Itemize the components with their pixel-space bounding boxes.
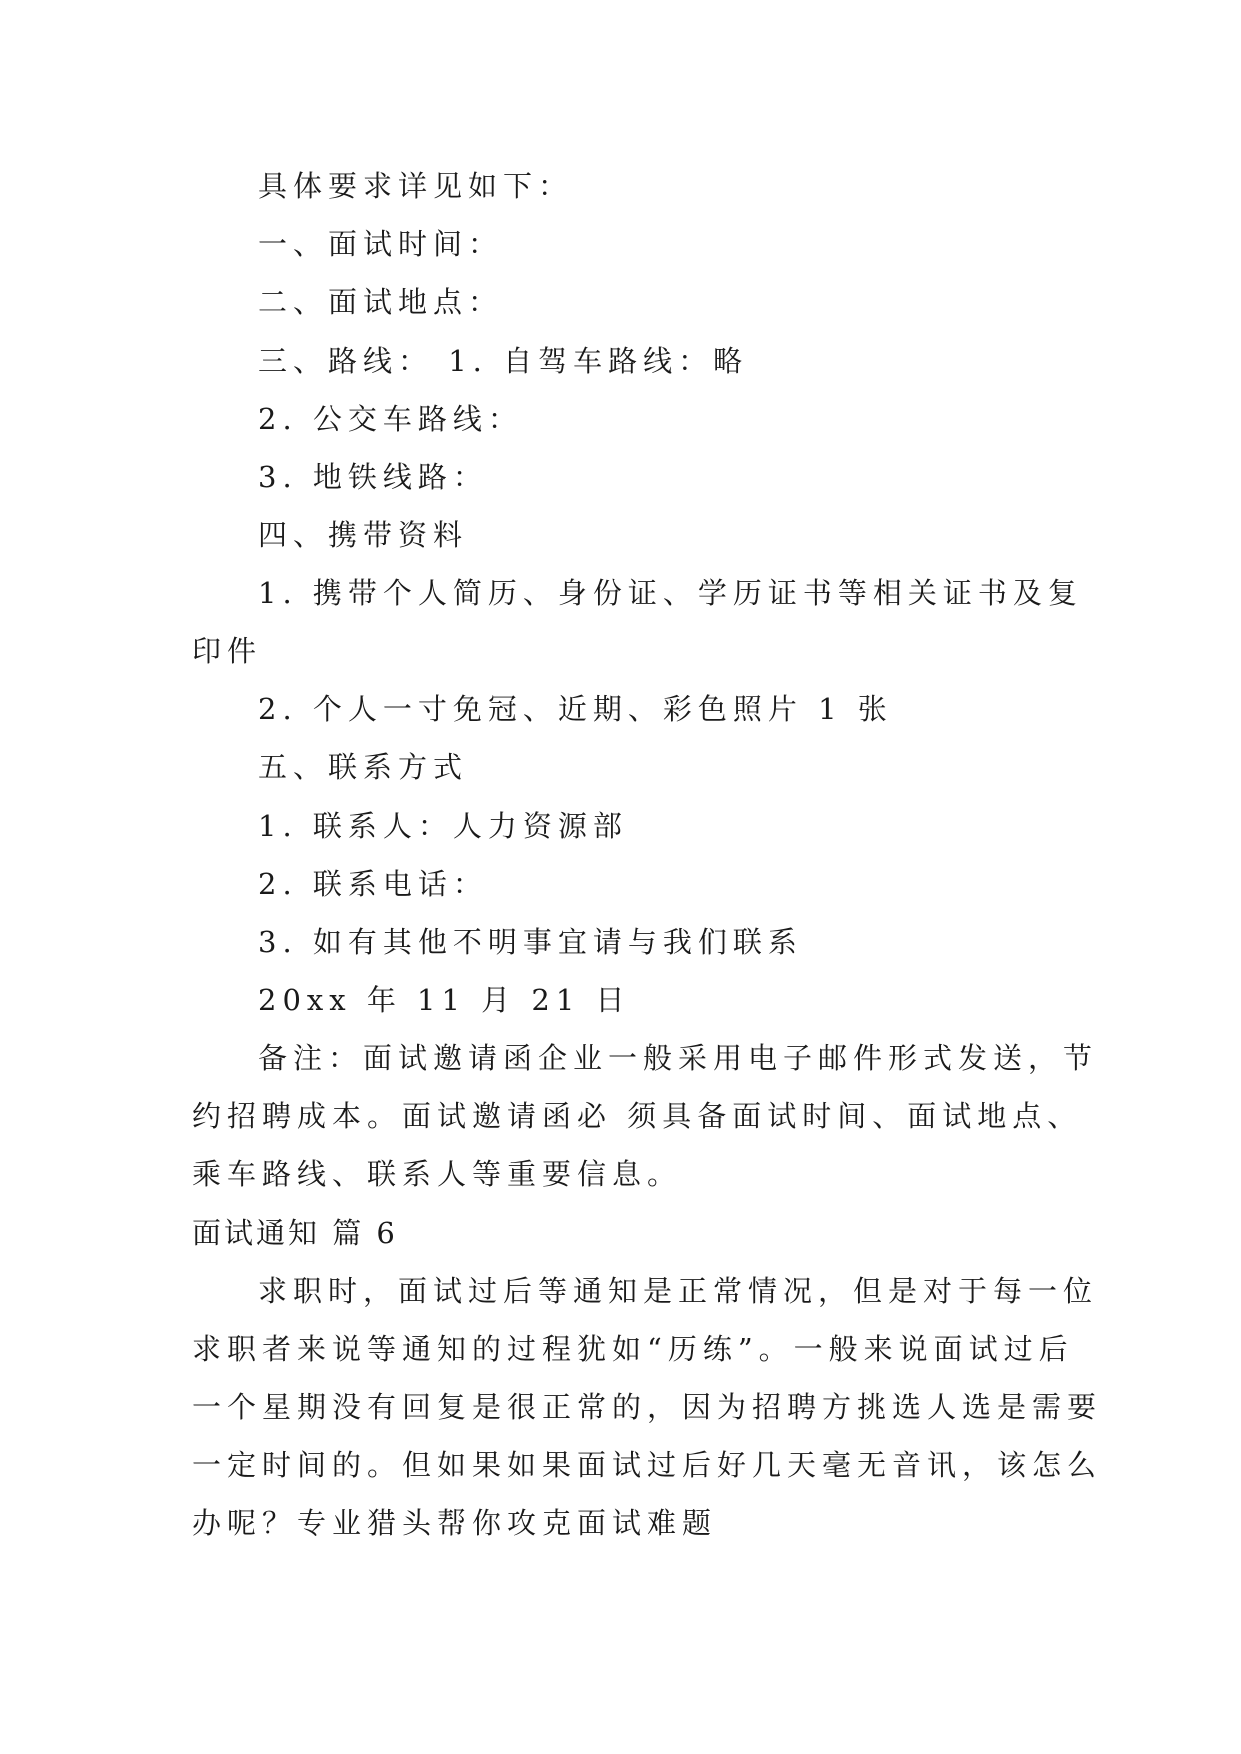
contact-title: 五、联系方式 — [258, 750, 469, 784]
body-line-1: 求职时，面试过后等通知是正常情况，但是对于每一位 — [258, 1274, 1099, 1308]
materials-title: 四、携带资料 — [258, 518, 469, 552]
body-line-2: 求职者来说等通知的过程犹如“历练”。一般来说面试过后 — [192, 1332, 1074, 1366]
interview-time-line: 一、面试时间： — [258, 227, 504, 261]
materials-line-1b: 印件 — [192, 634, 263, 668]
route-line-2: 2. 公交车路线： — [258, 402, 523, 436]
intro-text: 具体要求详见如下： — [258, 169, 574, 203]
date-line: 20xx 年 11 月 21 日 — [258, 983, 631, 1017]
contact-line-3: 3. 如有其他不明事宜请与我们联系 — [258, 925, 803, 959]
note-line-3: 乘车路线、联系人等重要信息。 — [192, 1157, 683, 1191]
materials-line-2: 2. 个人一寸免冠、近期、彩色照片 1 张 — [258, 692, 893, 726]
body-line-5: 办呢？专业猎头帮你攻克面试难题 — [192, 1506, 718, 1540]
note-line-1: 备注：面试邀请函企业一般采用电子邮件形式发送，节 — [258, 1041, 1099, 1075]
note-line-2: 约招聘成本。面试邀请函必 须具备面试时间、面试地点、 — [192, 1099, 1083, 1133]
contact-line-2: 2. 联系电话： — [258, 867, 488, 901]
route-line-3: 3. 地铁线路： — [258, 460, 488, 494]
interview-place-line: 二、面试地点： — [258, 285, 504, 319]
body-line-3: 一个星期没有回复是很正常的，因为招聘方挑选人选是需要 — [192, 1390, 1103, 1424]
section-heading: 面试通知 篇 6 — [192, 1216, 398, 1250]
body-line-4: 一定时间的。但如果如果面试过后好几天毫无音讯，该怎么 — [192, 1448, 1103, 1482]
route-line-1: 三、路线： 1. 自驾车路线：略 — [258, 344, 749, 378]
materials-line-1a: 1. 携带个人简历、身份证、学历证书等相关证书及复 — [258, 576, 1083, 610]
contact-line-1: 1. 联系人：人力资源部 — [258, 809, 628, 843]
